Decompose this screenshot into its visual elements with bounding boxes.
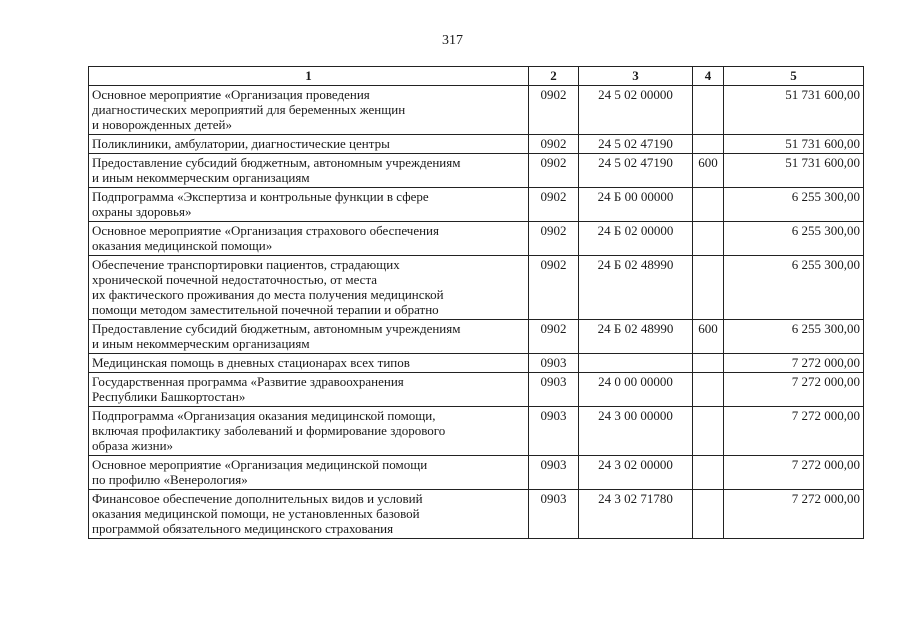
row-name: Предоставление субсидий бюджетным, автономным учреждениям и иным некоммерческим организациям xyxy=(89,320,529,354)
row-target-code: 24 3 02 00000 xyxy=(579,456,693,490)
row-section: 0903 xyxy=(529,373,579,407)
row-name: Подпрограмма «Экспертиза и контрольные функции в сфере охраны здоровья» xyxy=(89,188,529,222)
table-row xyxy=(89,86,864,135)
table-row xyxy=(89,256,864,320)
row-target-code: 24 5 02 00000 xyxy=(579,86,693,135)
row-expense-type xyxy=(693,490,724,539)
row-amount: 6 255 300,00 xyxy=(724,320,864,354)
row-expense-type: 600 xyxy=(693,154,724,188)
table-row xyxy=(89,320,864,354)
table-row xyxy=(89,222,864,256)
row-amount: 6 255 300,00 xyxy=(724,256,864,320)
row-target-code: 24 3 02 71780 xyxy=(579,490,693,539)
row-name: Предоставление субсидий бюджетным, автономным учреждениям и иным некоммерческим организациям xyxy=(89,154,529,188)
table-row xyxy=(89,373,864,407)
header-amount: 5 xyxy=(724,67,864,86)
row-name: Основное мероприятие «Организация медицинской помощи по профилю «Венерология» xyxy=(89,456,529,490)
row-section: 0903 xyxy=(529,490,579,539)
table-row xyxy=(89,407,864,456)
row-expense-type xyxy=(693,222,724,256)
row-name: Основное мероприятие «Организация проведения диагностических мероприятий для беременных женщин и новорожденных детей» xyxy=(89,86,529,135)
row-target-code: 24 Б 02 00000 xyxy=(579,222,693,256)
row-section: 0903 xyxy=(529,407,579,456)
row-amount: 51 731 600,00 xyxy=(724,154,864,188)
table-row xyxy=(89,188,864,222)
row-target-code: 24 5 02 47190 xyxy=(579,135,693,154)
budget-table xyxy=(88,66,864,539)
row-section: 0902 xyxy=(529,320,579,354)
row-amount: 7 272 000,00 xyxy=(724,407,864,456)
table-row xyxy=(89,154,864,188)
row-name: Медицинская помощь в дневных стационарах всех типов xyxy=(89,354,529,373)
row-name: Финансовое обеспечение дополнительных видов и условий оказания медицинской помощи, не установленных базовой программой обязательного медицинского страхования xyxy=(89,490,529,539)
row-section: 0902 xyxy=(529,86,579,135)
row-amount: 7 272 000,00 xyxy=(724,490,864,539)
header-section: 2 xyxy=(529,67,579,86)
row-amount: 51 731 600,00 xyxy=(724,86,864,135)
row-amount: 6 255 300,00 xyxy=(724,222,864,256)
row-name: Подпрограмма «Организация оказания медицинской помощи, включая профилактику заболеваний и формирование здорового образа жизни» xyxy=(89,407,529,456)
header-expense-type: 4 xyxy=(693,67,724,86)
row-amount: 7 272 000,00 xyxy=(724,354,864,373)
header-row xyxy=(89,67,864,86)
table-row xyxy=(89,354,864,373)
row-target-code: 24 Б 02 48990 xyxy=(579,320,693,354)
row-expense-type xyxy=(693,407,724,456)
row-expense-type xyxy=(693,256,724,320)
row-section: 0902 xyxy=(529,135,579,154)
row-amount: 6 255 300,00 xyxy=(724,188,864,222)
row-amount: 7 272 000,00 xyxy=(724,373,864,407)
row-target-code: 24 5 02 47190 xyxy=(579,154,693,188)
header-name: 1 xyxy=(89,67,529,86)
row-expense-type xyxy=(693,135,724,154)
row-expense-type xyxy=(693,373,724,407)
row-section: 0902 xyxy=(529,188,579,222)
row-target-code: 24 Б 02 48990 xyxy=(579,256,693,320)
table-header xyxy=(89,67,864,86)
row-expense-type xyxy=(693,354,724,373)
row-amount: 7 272 000,00 xyxy=(724,456,864,490)
row-section: 0903 xyxy=(529,456,579,490)
row-section: 0902 xyxy=(529,256,579,320)
row-expense-type xyxy=(693,86,724,135)
row-expense-type xyxy=(693,456,724,490)
row-section: 0902 xyxy=(529,154,579,188)
row-name: Государственная программа «Развитие здравоохранения Республики Башкортостан» xyxy=(89,373,529,407)
table-row xyxy=(89,490,864,539)
row-amount: 51 731 600,00 xyxy=(724,135,864,154)
row-expense-type xyxy=(693,188,724,222)
row-section: 0902 xyxy=(529,222,579,256)
table-row xyxy=(89,456,864,490)
row-target-code: 24 0 00 00000 xyxy=(579,373,693,407)
row-expense-type: 600 xyxy=(693,320,724,354)
table-body xyxy=(89,86,864,539)
row-target-code: 24 3 00 00000 xyxy=(579,407,693,456)
header-target-code: 3 xyxy=(579,67,693,86)
row-target-code xyxy=(579,354,693,373)
table-row xyxy=(89,135,864,154)
page-number: 317 xyxy=(442,33,463,48)
row-target-code: 24 Б 00 00000 xyxy=(579,188,693,222)
row-name: Основное мероприятие «Организация страхового обеспечения оказания медицинской помощи» xyxy=(89,222,529,256)
row-name: Поликлиники, амбулатории, диагностические центры xyxy=(89,135,529,154)
row-name: Обеспечение транспортировки пациентов, страдающих хронической почечной недостаточностью, от места их фактического проживания до места получения медицинской помощи методом заместительной почечной терапии и обратно xyxy=(89,256,529,320)
row-section: 0903 xyxy=(529,354,579,373)
